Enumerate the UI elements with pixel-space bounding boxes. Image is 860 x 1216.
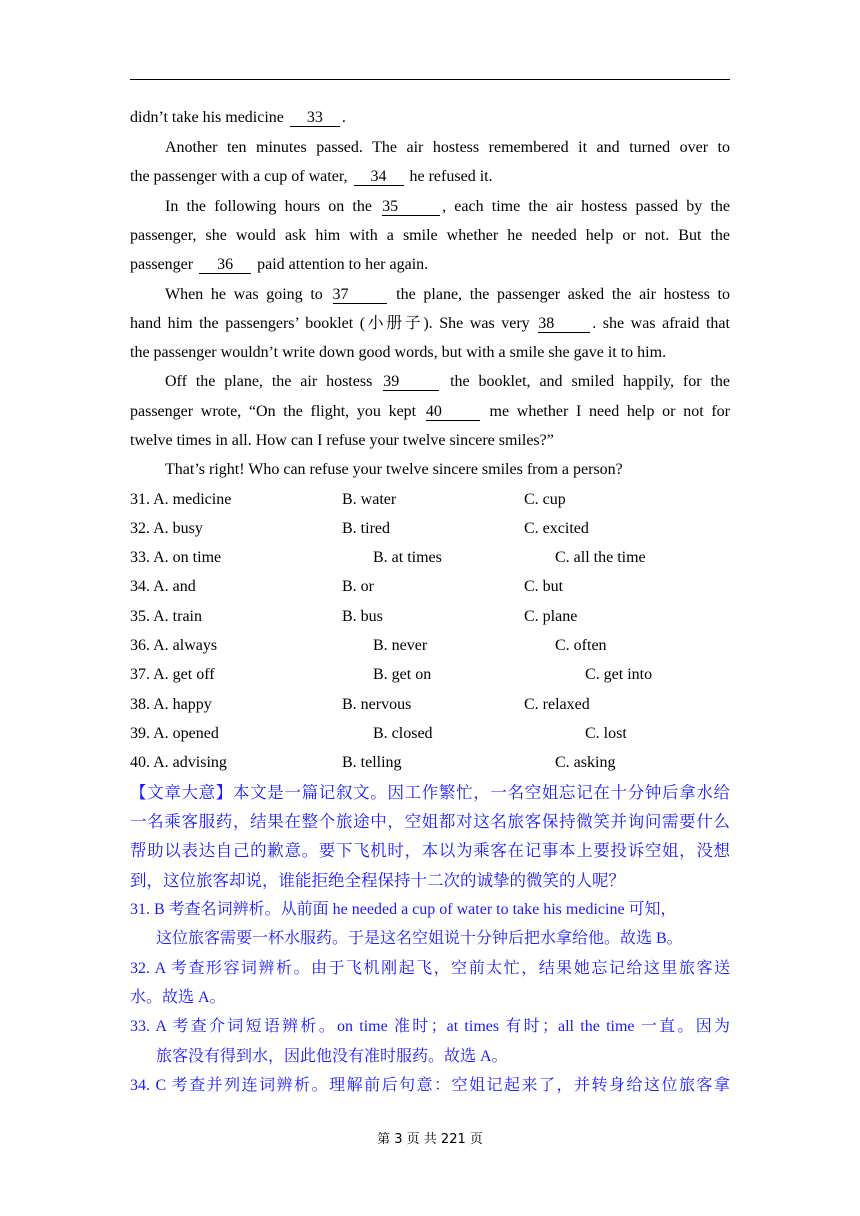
option-40-c[interactable]: C. asking xyxy=(555,754,616,771)
option-35-c[interactable]: C. plane xyxy=(524,608,578,625)
blank-40[interactable]: 40 xyxy=(426,403,480,421)
passage-line-13: That’s right! Who can refuse your twelve sincere smiles from a person? xyxy=(165,461,623,478)
passage-line-12: twelve times in all. How can I refuse your twelve sincere smiles?” xyxy=(130,432,554,449)
passage-line-3: the passenger with a cup of water, 34 he refused it. xyxy=(130,168,493,185)
option-38-a[interactable]: 38. A. happy xyxy=(130,696,212,713)
summary-heading: 【文章大意】 xyxy=(130,783,233,802)
summary-line-3: 帮助以表达自己的歉意。要下飞机时，本以为乘客在记事本上要投诉空姐，没想 xyxy=(130,841,730,860)
option-39-c[interactable]: C. lost xyxy=(585,725,627,742)
option-38-b[interactable]: B. nervous xyxy=(342,696,412,713)
option-36-a[interactable]: 36. A. always xyxy=(130,637,218,654)
option-33-a[interactable]: 33. A. on time xyxy=(130,549,222,566)
explanation-31-line-1: 31. B 考查名词辨析。从前面 he needed a cup of water to take his medicine 可知， xyxy=(130,901,677,918)
option-33-c[interactable]: C. all the time xyxy=(555,549,646,566)
header-rule xyxy=(130,79,730,80)
passage-line-6: passenger 36 paid attention to her again. xyxy=(130,256,429,273)
passage-line-2: Another ten minutes passed. The air hostess remembered it and turned over to xyxy=(165,139,730,156)
blank-34[interactable]: 34 xyxy=(354,168,404,186)
option-34-a[interactable]: 34. A. and xyxy=(130,578,196,595)
option-35-a[interactable]: 35. A. train xyxy=(130,608,202,625)
option-36-c[interactable]: C. often xyxy=(555,637,607,654)
passage-line-1: didn’t take his medicine 33 . xyxy=(130,109,346,126)
explanation-33-line-1: 33. A 考查介词短语辨析。on time 准时；at times 有时；all the time 一直。因为 xyxy=(130,1018,730,1035)
passage-line-5: passenger, she would ask him with a smile whether he needed help or not. But the xyxy=(130,227,730,244)
option-37-b[interactable]: B. get on xyxy=(373,666,432,683)
explanation-34-line-1: 34. C 考查并列连词辨析。理解前后句意：空姐记起来了，并转身给这位旅客拿 xyxy=(130,1077,730,1094)
passage-line-9: the passenger wouldn’t write down good words, but with a smile she gave it to him. xyxy=(130,344,667,361)
option-38-c[interactable]: C. relaxed xyxy=(524,696,590,713)
explanation-32-line-1: 32. A 考查形容词辨析。由于飞机刚起飞，空前太忙，结果她忘记给这里旅客送 xyxy=(130,960,730,977)
blank-39[interactable]: 39 xyxy=(383,373,439,391)
blank-37[interactable]: 37 xyxy=(333,286,387,304)
blank-36[interactable]: 36 xyxy=(199,256,251,274)
option-33-b[interactable]: B. at times xyxy=(373,549,442,566)
page-footer: 第 3 页 共 221 页 xyxy=(377,1132,483,1147)
explanation-33-line-2: 旅客没有得到水，因此他没有准时服药。故选 A。 xyxy=(156,1048,508,1065)
explanation-32-line-2: 水。故选 A。 xyxy=(130,989,226,1006)
passage-line-4: In the following hours on the 35 , each time the air hostess passed by the xyxy=(165,198,730,215)
option-32-b[interactable]: B. tired xyxy=(342,520,390,537)
option-34-b[interactable]: B. or xyxy=(342,578,374,595)
option-36-b[interactable]: B. never xyxy=(373,637,428,654)
passage-line-7: When he was going to 37 the plane, the passenger asked the air hostess to xyxy=(165,286,730,303)
passage-line-11: passenger wrote, “On the flight, you kept 40 me whether I need help or not for xyxy=(130,403,730,420)
option-31-c[interactable]: C. cup xyxy=(524,491,566,508)
passage-line-10: Off the plane, the air hostess 39 the booklet, and smiled happily, for the xyxy=(165,373,730,390)
blank-35[interactable]: 35 xyxy=(382,198,440,216)
option-37-c[interactable]: C. get into xyxy=(585,666,653,683)
option-32-a[interactable]: 32. A. busy xyxy=(130,520,203,537)
option-31-b[interactable]: B. water xyxy=(342,491,397,508)
option-31-a[interactable]: 31. A. medicine xyxy=(130,491,232,508)
blank-38[interactable]: 38 xyxy=(538,315,590,333)
explanation-31-line-2: 这位旅客需要一杯水服药。于是这名空姐说十分钟后把水拿给他。故选 B。 xyxy=(156,930,683,947)
passage-line-8: hand him the passengers’ booklet (小册子). She was very 38 . she was afraid that xyxy=(130,315,730,332)
option-32-c[interactable]: C. excited xyxy=(524,520,589,537)
summary-line-1: 【文章大意】本文是一篇记叙文。因工作繁忙，一名空姐忘记在十分钟后拿水给 xyxy=(130,783,731,802)
summary-line-4: 到，这位旅客却说，谁能拒绝全程保持十二次的诚挚的微笑的人呢？ xyxy=(130,871,625,890)
option-39-a[interactable]: 39. A. opened xyxy=(130,725,219,742)
summary-line-2: 一名乘客服药，结果在整个旅途中，空姐都对这名旅客保持微笑并询问需要什么 xyxy=(130,812,730,831)
option-37-a[interactable]: 37. A. get off xyxy=(130,666,215,683)
option-34-c[interactable]: C. but xyxy=(524,578,564,595)
blank-33[interactable]: 33 xyxy=(290,109,340,127)
option-35-b[interactable]: B. bus xyxy=(342,608,383,625)
option-40-a[interactable]: 40. A. advising xyxy=(130,754,227,771)
option-39-b[interactable]: B. closed xyxy=(373,725,433,742)
option-40-b[interactable]: B. telling xyxy=(342,754,402,771)
